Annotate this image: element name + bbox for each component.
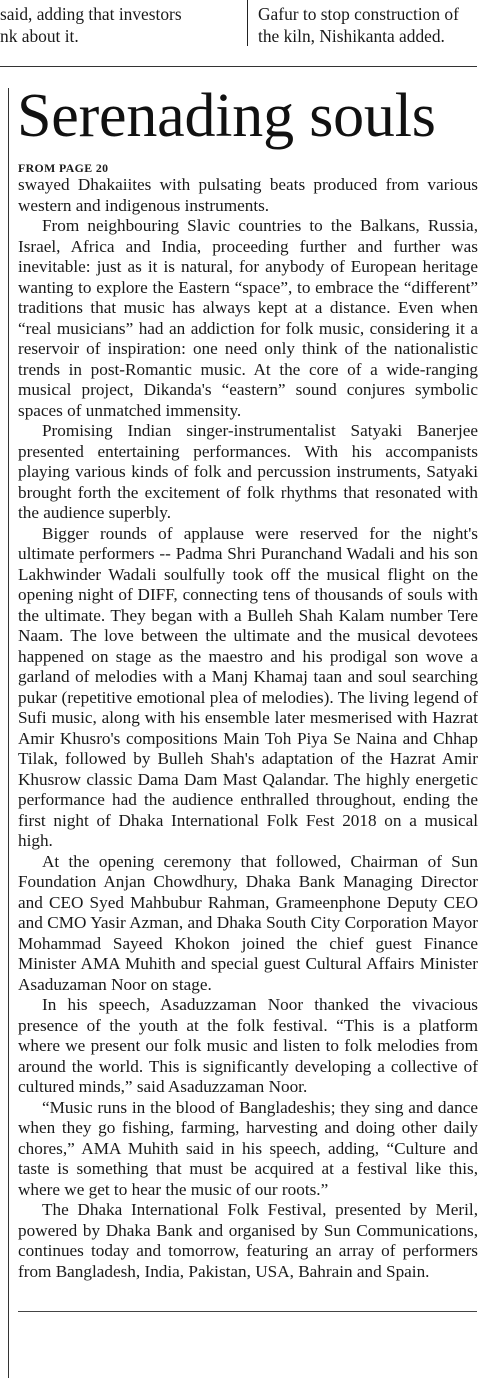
bottom-divider — [18, 1311, 477, 1312]
paragraph: In his speech, Asaduzzaman Noor thanked the vivacious presence of the youth at the folk festival. “This is a platform where we present our folk music and listen to folk melodies from around the world. This is significantly developing a collective of cultured minds,” said Asaduzzaman Noor. — [18, 995, 478, 1096]
right-column-fragment — [258, 4, 459, 47]
headline: Serenading souls — [17, 82, 436, 150]
paragraph: Promising Indian singer-instrumentalist Satyaki Banerjee presented entertaining performances. With his accompanists playing various kinds of folk and percussion instruments, Satyaki brought forth the excitement of folk rhythms that resonated with the audience superbly. — [18, 421, 478, 522]
previous-columns-strip — [0, 0, 487, 64]
paragraph: At the opening ceremony that followed, Chairman of Sun Foundation Anjan Chowdhury, Dhaka Bank Managing Director and CEO Syed Mahbubur Rahman, Grameenphone Deputy CEO and CMO Yasir Azman, and Dhaka South City Corporation Mayor Mohammad Sayeed Khokon joined the chief guest Finance Minister AMA Muhith and special guest Cultural Affairs Minister Asaduzaman Noor on stage. — [18, 851, 478, 994]
fragment-line: the kiln, Nishikanta added. — [258, 25, 445, 46]
article-side-rule — [8, 88, 9, 1378]
paragraph: swayed Dhakaiites with pulsating beats produced from various western and indigenous instruments. — [18, 175, 478, 215]
paragraph: “Music runs in the blood of Bangladeshis; they sing and dance when they go fishing, farming, harvesting and doing other daily chores,” AMA Muhith said in his speech, adding, “Culture and taste is something that must be acquired at a festival like this, where we get to hear the music of our roots.” — [18, 1097, 478, 1199]
fragment-line: said, adding that investors — [0, 4, 182, 24]
paragraph: Bigger rounds of applause were reserved for the night's ultimate performers -- Padma Shri Puranchand Wadali and his son Lakhwinder Wadali soulfully took off the musical flight on the opening night of DIFF, connecting tens of thousands of souls with the ultimate. They began with a Bulleh Shah Kalam number Tere Naam. The love between the ultimate and the musical devotees happened on stage as the maestro and his prodigal son wove a garland of melodies with a Manj Khamaj taan and soul searching pukar (repetitive emotional plea of melodies). The living legend of Sufi music, along with his ensemble later mesmerised with Hazrat Amir Khusro's compositions Main Toh Piya Se Naina and Chhap Tilak, followed by Bulleh Shah's adaptation of the Hazrat Amir Khusrow classic Dama Dam Mast Qalandar. The highly energetic performance had the audience enthralled throughout, ending the first night of Dhaka International Folk Fest 2018 on a musical high. — [18, 523, 478, 850]
article-body — [18, 175, 478, 1282]
fragment-line: Gafur to stop construction of — [258, 4, 459, 24]
column-divider — [247, 0, 248, 46]
paragraph: The Dhaka International Folk Festival, presented by Meril, powered by Dhaka Bank and organised by Sun Communications, continues today and tomorrow, featuring an array of performers from Bangladesh, India, Pakistan, USA, Bahrain and Spain. — [18, 1200, 478, 1281]
article — [0, 66, 487, 1385]
dateline: FROM PAGE 20 — [18, 161, 109, 175]
fragment-line: nk about it. — [0, 25, 79, 46]
paragraph: From neighbouring Slavic countries to the Balkans, Russia, Israel, Africa and India, proceeding further and further was inevitable: just as it is natural, for anybody of European heritage wanting to explore the Eastern “space”, to embrace the “different” traditions that music has always kept at a distance. Even when “real musicians” had an addiction for folk music, considering it a reservoir of inspiration: one need only think of the nationalistic trends in post-Romantic music. At the core of a wide-ranging musical project, Dikanda's “eastern” sound conjures symbolic spaces of unmatched immensity. — [18, 216, 478, 420]
left-column-fragment — [0, 4, 182, 47]
